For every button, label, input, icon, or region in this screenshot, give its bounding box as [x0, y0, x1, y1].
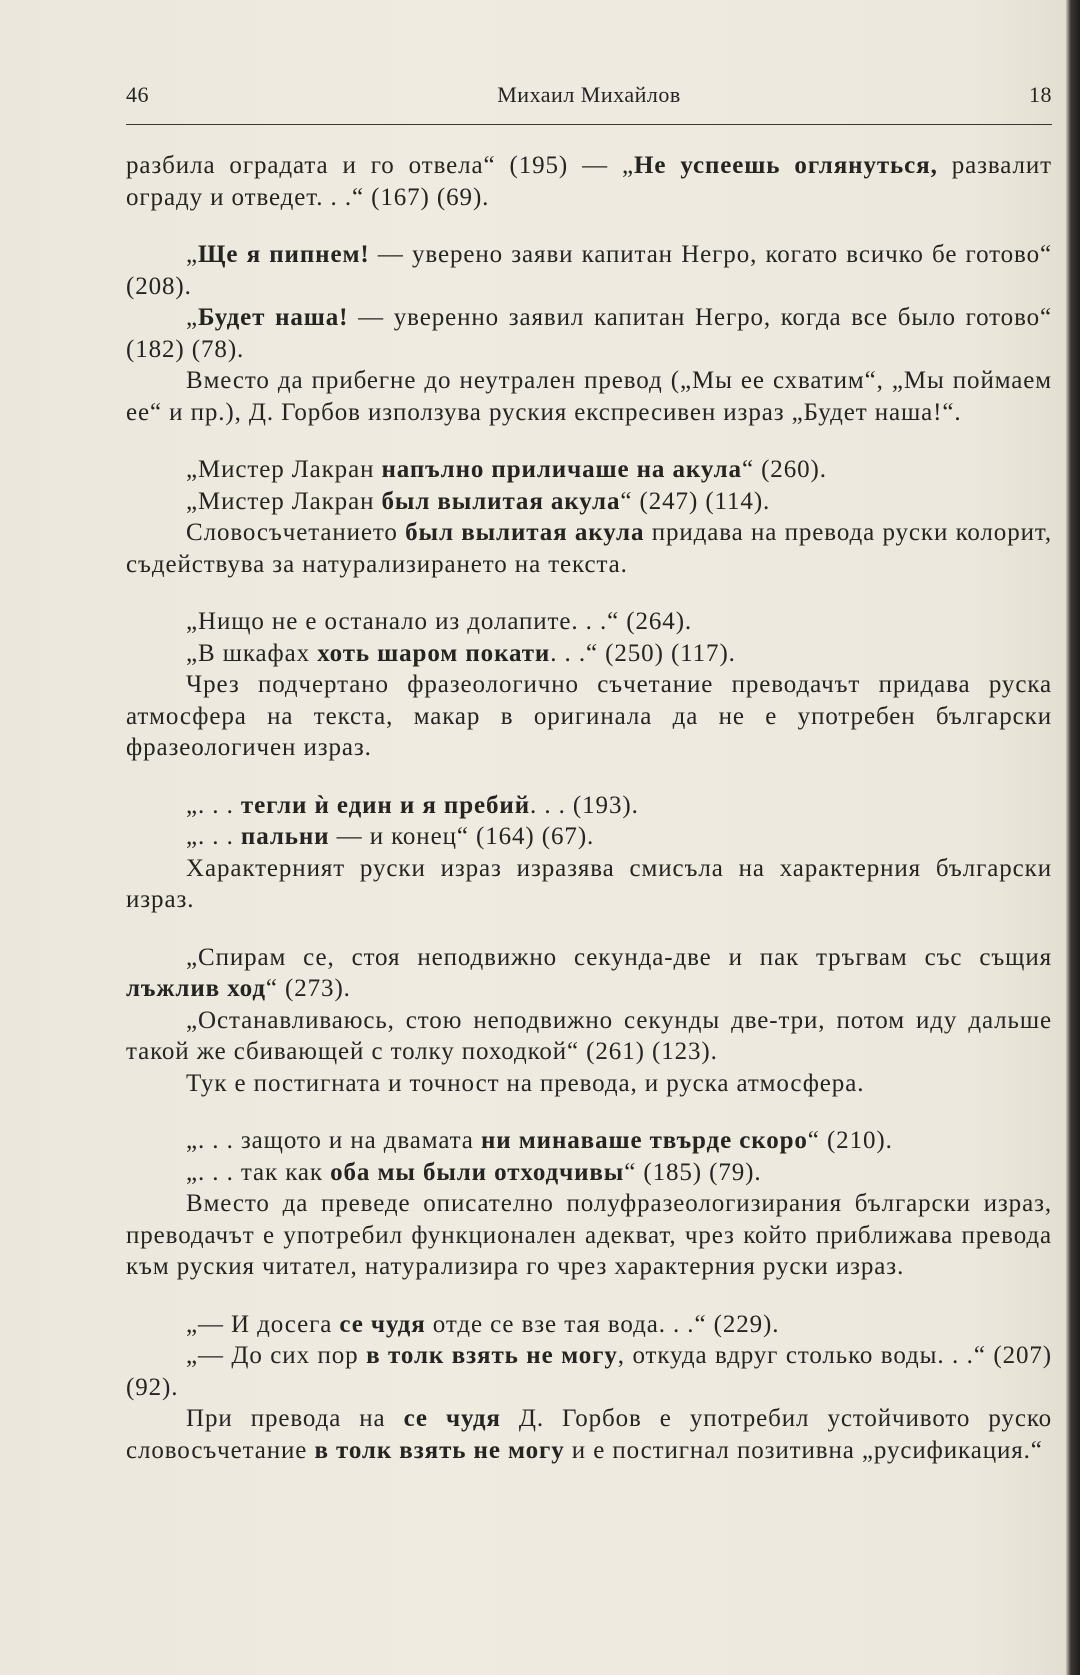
paragraph — [126, 821, 1052, 853]
bold-phrase: Ще я пипнем! — [198, 241, 370, 268]
paragraph — [126, 790, 1052, 822]
text-run: — уверено заяви капитан Негро, когато всичко бе готово“ (208). — [126, 241, 1052, 300]
page-number: 46 — [126, 82, 149, 107]
text-run: „— До сих пор — [186, 1342, 367, 1369]
text-run: . . .“ (250) (117). — [550, 639, 736, 667]
page-edge — [1066, 0, 1080, 1675]
bold-phrase: был вылитая акула — [381, 487, 621, 515]
text-run: Вместо да преведе описателно полуфразеологизирания български израз, преводачът е употребил функционален адекват, чрез който приближава превода към руския читател, натурализира го чрез характерния руски израз. — [126, 1190, 1052, 1280]
paragraph-gap — [126, 213, 1052, 239]
text-run: „. . . — [186, 791, 241, 819]
text-run: „ — [186, 304, 198, 331]
text-run: „. . . так как — [186, 1158, 331, 1186]
bold-phrase: в толк взять не могу — [314, 1436, 565, 1464]
text-run: отде се взе тая вода. . .“ (229). — [425, 1310, 780, 1338]
paragraph-gap — [126, 428, 1052, 454]
text-run: „В шкафах — [186, 639, 318, 667]
text-run: “ (210). — [807, 1127, 893, 1154]
text-run: Чрез подчертано фразеологично съчетание преводачът придава руска атмосфера на текста, макар в оригинала да не е употребен български фразеологичен израз. — [126, 671, 1052, 761]
paragraph — [126, 1125, 1052, 1157]
running-title: Михаил Михайлов — [497, 82, 681, 107]
paragraph — [126, 486, 1052, 518]
paragraph — [126, 1005, 1052, 1068]
bold-phrase: пальни — [240, 823, 330, 850]
bold-phrase: тегли ѝ един и я пребий — [240, 791, 531, 819]
bold-phrase: Не успеешь оглянуться, — [634, 152, 938, 179]
paragraph — [126, 942, 1052, 1005]
paragraph-gap — [126, 1283, 1052, 1309]
paragraph — [126, 853, 1052, 916]
text-run: „Мистер Лакран — [186, 456, 382, 483]
text-run: , откуда вдруг столько воды. . .“ (207) (92). — [126, 1342, 1052, 1401]
text-run: „Спирам се, стоя неподвижно секунда-две и пак тръгвам със същия — [186, 943, 1052, 971]
text-run: Тук е постигната и точност на превода, и руска атмосфера. — [186, 1069, 865, 1097]
paragraph-gap — [126, 1099, 1052, 1125]
text-run: „Мистер Лакран — [186, 487, 382, 515]
paragraph — [126, 1188, 1052, 1283]
paragraph — [126, 1157, 1052, 1189]
paragraph — [126, 1403, 1052, 1466]
page-body — [126, 150, 1052, 1466]
paragraph-gap — [126, 580, 1052, 606]
paragraph — [126, 606, 1052, 638]
paragraph — [126, 150, 1052, 213]
bold-phrase: был вылитая акула — [405, 519, 645, 546]
text-run: придава на превода руски колорит, съдействува за натурализирането на текста. — [126, 519, 1052, 578]
bold-phrase: се чудя — [403, 1405, 501, 1432]
paragraph — [126, 365, 1052, 428]
text-run: — уверенно заявил капитан Негро, когда все было готово“ (182) (78). — [126, 304, 1052, 363]
paragraph — [126, 454, 1052, 486]
bold-phrase: в толк взять не могу — [366, 1342, 618, 1369]
text-run: Характерният руски израз изразява смисъла на характерния български израз. — [126, 854, 1052, 913]
text-run: „. . . защото и на двамата — [186, 1127, 481, 1154]
paragraph — [126, 302, 1052, 365]
text-run: „Нищо не е останало из долапите. . .“ (264). — [186, 608, 693, 635]
bold-phrase: напълно приличаше на акула — [381, 456, 742, 483]
text-run: „Останавливаюсь, стою неподвижно секунды две-три, потом иду дальше такой же сбивающей с толку походкой“ (261) (123). — [126, 1006, 1052, 1065]
paragraph — [126, 638, 1052, 670]
text-run: “ (273). — [265, 975, 351, 1002]
text-run: При превода на — [186, 1405, 404, 1432]
bold-phrase: ни минаваше твърде скоро — [480, 1127, 808, 1154]
text-run: . . . (193). — [530, 791, 639, 819]
paragraph — [126, 1068, 1052, 1100]
paragraph — [126, 517, 1052, 580]
text-run: — и конец“ (164) (67). — [329, 823, 595, 850]
text-run: “ (185) (79). — [624, 1158, 762, 1186]
bold-phrase: се чудя — [339, 1310, 426, 1338]
bold-phrase: оба мы были отходчивы — [330, 1158, 625, 1186]
text-run: „— И досега — [186, 1310, 340, 1338]
text-run: Д. Горбов е употребил устойчивото руско словосъчетание — [126, 1405, 1052, 1464]
text-run: Вместо да прибегне до неутрален превод („Мы ее схватим“, „Мы поймаем ее“ и пр.), Д. Горбов използува руския експресивен израз „Будет наша!“. — [126, 367, 1052, 426]
paragraph-gap — [126, 764, 1052, 790]
running-header — [126, 82, 1052, 118]
paragraph-gap — [126, 916, 1052, 942]
bold-phrase: Будет наша! — [198, 304, 349, 331]
bold-phrase: лъжлив ход — [126, 975, 266, 1002]
text-run: „ — [186, 241, 198, 268]
text-run: и е постигнал позитивна „русификация.“ — [564, 1436, 1043, 1464]
paragraph — [126, 1340, 1052, 1403]
paragraph — [126, 239, 1052, 302]
bold-phrase: хоть шаром покати — [317, 639, 551, 667]
text-run: развалит ограду и отведет. . .“ (167) (69). — [126, 152, 1052, 211]
signature-mark: 18 — [1029, 82, 1052, 107]
header-rule — [126, 124, 1052, 125]
text-run: Словосъчетанието — [186, 519, 406, 546]
text-run: разбила оградата и го отвела“ (195) — „ — [126, 152, 635, 179]
text-run: “ (260). — [741, 456, 827, 483]
paragraph — [126, 669, 1052, 764]
text-run: „. . . — [186, 823, 241, 850]
paragraph — [126, 1309, 1052, 1341]
text-run: “ (247) (114). — [620, 487, 771, 515]
